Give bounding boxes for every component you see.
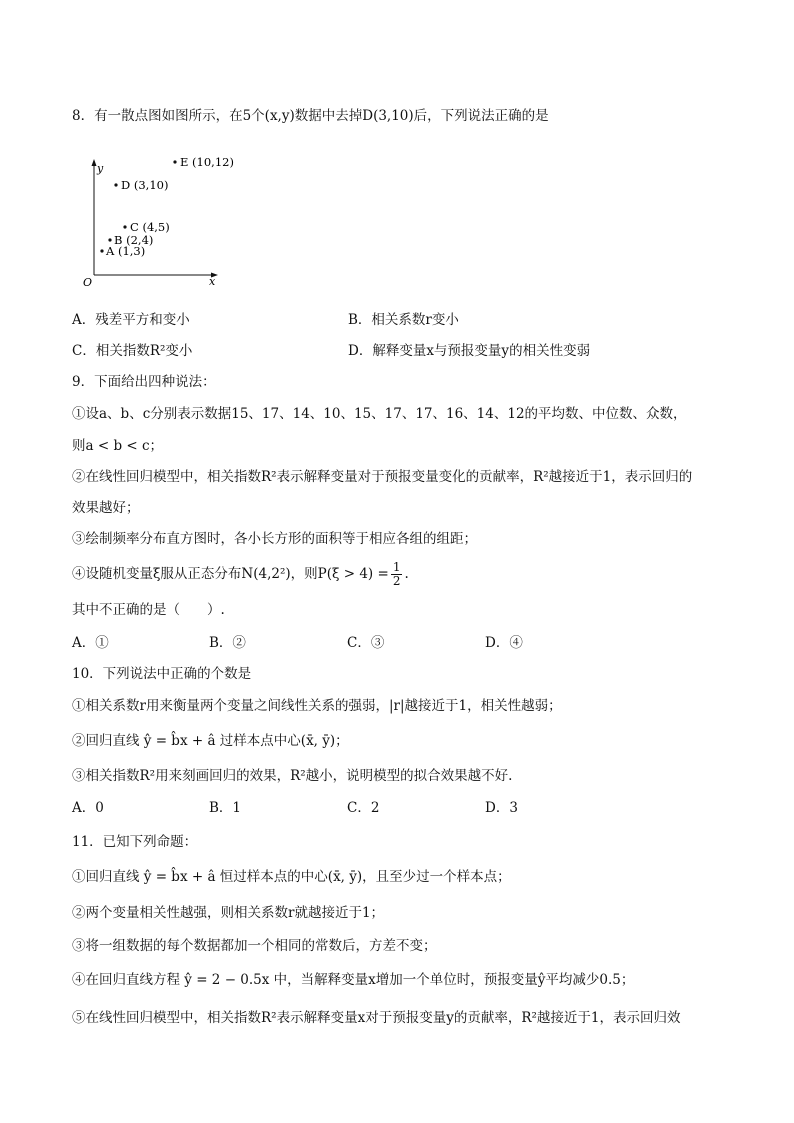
fraction-one-half bbox=[391, 561, 403, 587]
point-a bbox=[100, 249, 103, 252]
q11-stem: 11．已知下列命题： bbox=[72, 834, 198, 850]
axis-x-label: x bbox=[209, 275, 216, 288]
q11-statement-2: ②两个变量相关性越强，则相关系数r就越接近于1； bbox=[72, 905, 385, 921]
q9-option-b: B．② bbox=[209, 635, 246, 651]
q8-option-c: C．相关指数R²变小 bbox=[72, 343, 193, 359]
point-c bbox=[123, 225, 126, 228]
q10-statement-3: ③相关指数R²用来刻画回归的效果，R²越小，说明模型的拟合效果越不好. bbox=[72, 768, 513, 784]
point-d bbox=[114, 183, 117, 186]
q9-stem: 9．下面给出四种说法： bbox=[72, 374, 216, 390]
q10-option-d: D．3 bbox=[485, 800, 518, 816]
q9-statement-4-end: . bbox=[404, 566, 409, 582]
q10-option-a: A．0 bbox=[72, 800, 104, 816]
q9-statement-1a: ①设a、b、c分别表示数据15、17、14、10、15、17、17、16、14、12的平均数、中位数、众数， bbox=[72, 406, 687, 422]
q10-statement-2: ②回归直线 ŷ = b̂x + â 过样本点中心(x̄, ȳ)； bbox=[72, 733, 349, 749]
q11-statement-1: ①回归直线 ŷ = b̂x + â 恒过样本点的中心(x̄, ȳ)，且至少过一个样本点； bbox=[72, 869, 511, 885]
point-e bbox=[173, 160, 176, 163]
origin-label: O bbox=[83, 276, 93, 289]
q8-stem: 8．有一散点图如图所示，在5个(x,y)数据中去掉D(3,10)后，下列说法正确的是 bbox=[72, 108, 549, 124]
q10-statement-1: ①相关系数r用来衡量两个变量之间线性关系的强弱，|r|越接近于1，相关性越弱； bbox=[72, 698, 562, 714]
q11-statement-4: ④在回归直线方程 ŷ = 2 − 0.5x 中，当解释变量x增加一个单位时，预报变量ŷ平均减少0.5； bbox=[72, 972, 635, 988]
q9-ask: 其中不正确的是（ ）. bbox=[72, 602, 225, 618]
q9-statement-4 bbox=[72, 560, 409, 588]
q9-statement-4-text: ④设随机变量ξ服从正态分布N(4,2²)，则P(ξ > 4) = bbox=[72, 566, 389, 582]
point-b-label: B (2,4) bbox=[114, 233, 154, 247]
y-axis-arrow bbox=[92, 159, 97, 166]
scatter-figure bbox=[78, 155, 234, 290]
q10-option-c: C．2 bbox=[347, 800, 380, 816]
q9-statement-1b: 则a < b < c； bbox=[72, 438, 164, 454]
axis-y-label: y bbox=[97, 162, 104, 175]
q10-stem: 10．下列说法中正确的个数是 bbox=[72, 666, 252, 682]
q11-statement-5: ⑤在线性回归模型中，相关指数R²表示解释变量x对于预报变量y的贡献率，R²越接近于1，表示回归效 bbox=[72, 1010, 681, 1026]
point-a-label: A (1,3) bbox=[106, 244, 146, 258]
q9-statement-3: ③绘制频率分布直方图时，各小长方形的面积等于相应各组的组距； bbox=[72, 531, 477, 547]
q8-option-a: A．残差平方和变小 bbox=[72, 312, 190, 328]
q10-option-b: B．1 bbox=[209, 800, 242, 816]
q9-option-c: C．③ bbox=[347, 635, 385, 651]
fraction-denominator: 2 bbox=[392, 574, 401, 588]
q9-option-a: A．① bbox=[72, 635, 109, 651]
fraction-numerator: 1 bbox=[392, 560, 401, 575]
q9-statement-2b: 效果越好； bbox=[72, 500, 140, 516]
q8-option-d: D．解释变量x与预报变量y的相关性变弱 bbox=[348, 343, 591, 359]
point-c-label: C (4,5) bbox=[130, 220, 170, 234]
q9-option-d: D．④ bbox=[485, 635, 523, 651]
point-d-label: D (3,10) bbox=[121, 178, 169, 192]
q11-statement-3: ③将一组数据的每个数据都加一个相同的常数后，方差不变； bbox=[72, 938, 437, 954]
point-e-label: E (10,12) bbox=[180, 155, 234, 169]
q8-option-b: B．相关系数r变小 bbox=[348, 312, 459, 328]
point-b bbox=[108, 238, 111, 241]
q9-statement-2a: ②在线性回归模型中，相关指数R²表示解释变量对于预报变量变化的贡献率，R²越接近于1，表示回归的 bbox=[72, 469, 693, 485]
